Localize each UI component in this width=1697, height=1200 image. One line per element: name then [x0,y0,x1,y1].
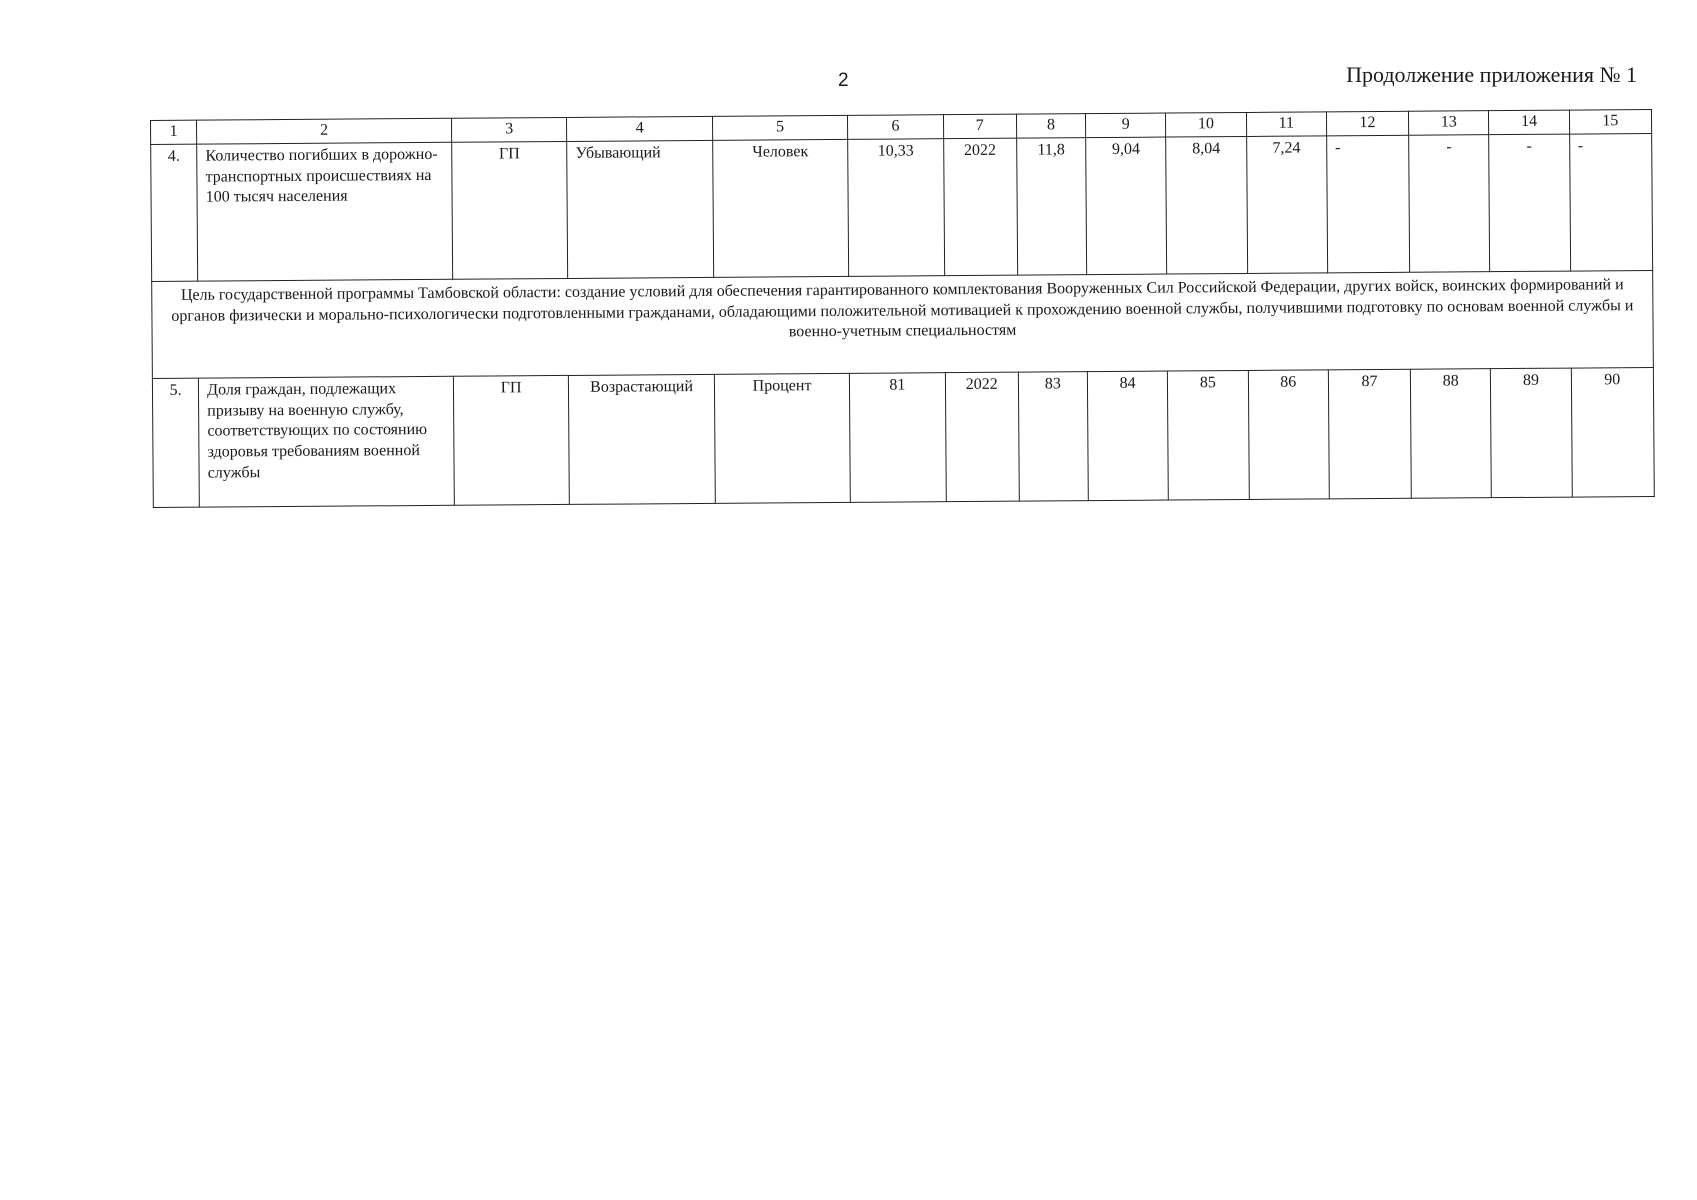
goal-row [152,270,1654,378]
value-cell: 87 [1328,369,1411,499]
unit-cell: Процент [714,373,850,503]
appendix-continuation-title: Продолжение приложения № 1 [1346,62,1637,87]
trend-cell: Возрастающий [569,374,715,504]
value-cell: 81 [850,372,946,502]
indicator-name: Доля граждан, подлежащих призыву на военную службу, соответствующих по состоянию здоровья требованиям военной службы [199,376,455,507]
level-cell: ГП [452,141,568,279]
level-cell: ГП [453,375,569,505]
value-cell: - [1569,133,1652,271]
column-header: 2 [197,118,452,144]
value-cell: 90 [1571,367,1654,497]
column-header: 11 [1246,112,1326,136]
value-cell: 89 [1491,368,1572,498]
page-number: 2 [838,70,849,91]
column-header: 13 [1409,111,1489,135]
value-cell: 83 [1018,371,1088,501]
table-row [152,367,1654,507]
column-header: 1 [151,120,197,144]
column-header: 7 [943,114,1016,138]
column-header: 12 [1326,111,1408,135]
value-cell: 11,8 [1016,137,1086,275]
unit-cell: Человек [713,139,849,277]
value-cell: 10,33 [848,138,944,276]
indicators-table-wrapper [150,109,1655,508]
column-header: 10 [1166,112,1246,136]
value-cell: - [1409,134,1490,272]
column-header: 3 [451,117,567,142]
column-header: 6 [848,115,943,139]
row-number: 4. [151,144,198,281]
column-header: 4 [567,116,713,141]
row-number: 5. [152,378,199,507]
value-cell: 8,04 [1166,136,1247,274]
value-cell: 86 [1248,370,1329,500]
column-header: 9 [1086,113,1166,137]
value-cell: - [1326,135,1409,273]
column-header: 15 [1569,109,1652,133]
value-cell: - [1489,134,1570,272]
value-cell: 84 [1087,371,1168,501]
value-cell: 9,04 [1086,137,1167,275]
program-goal-text: Цель государственной программы Тамбовской области: создание условий для обеспечения гарантированного комплектования Вооруженных Сил Российской Федерации, других войск, воинских формирований и органов физически и морально-психологически подготовленными гражданами, обладающими положительной мотивацией к прохождению военной службы, получившими подготовку по основам военной службы и военно-учетным специальностям [152,270,1654,378]
value-cell: 85 [1168,370,1249,500]
indicator-name: Количество погибших в дорожно-транспортных происшествиях на 100 тысяч населения [197,142,453,281]
year-cell: 2022 [945,372,1019,502]
column-header: 14 [1489,110,1569,134]
trend-cell: Убывающий [567,140,713,278]
column-header: 8 [1016,114,1085,138]
table-row [151,133,1653,281]
year-cell: 2022 [943,138,1017,276]
column-header: 5 [712,115,848,140]
value-cell: 7,24 [1246,136,1327,274]
indicators-table [150,109,1655,508]
value-cell: 88 [1410,368,1491,498]
